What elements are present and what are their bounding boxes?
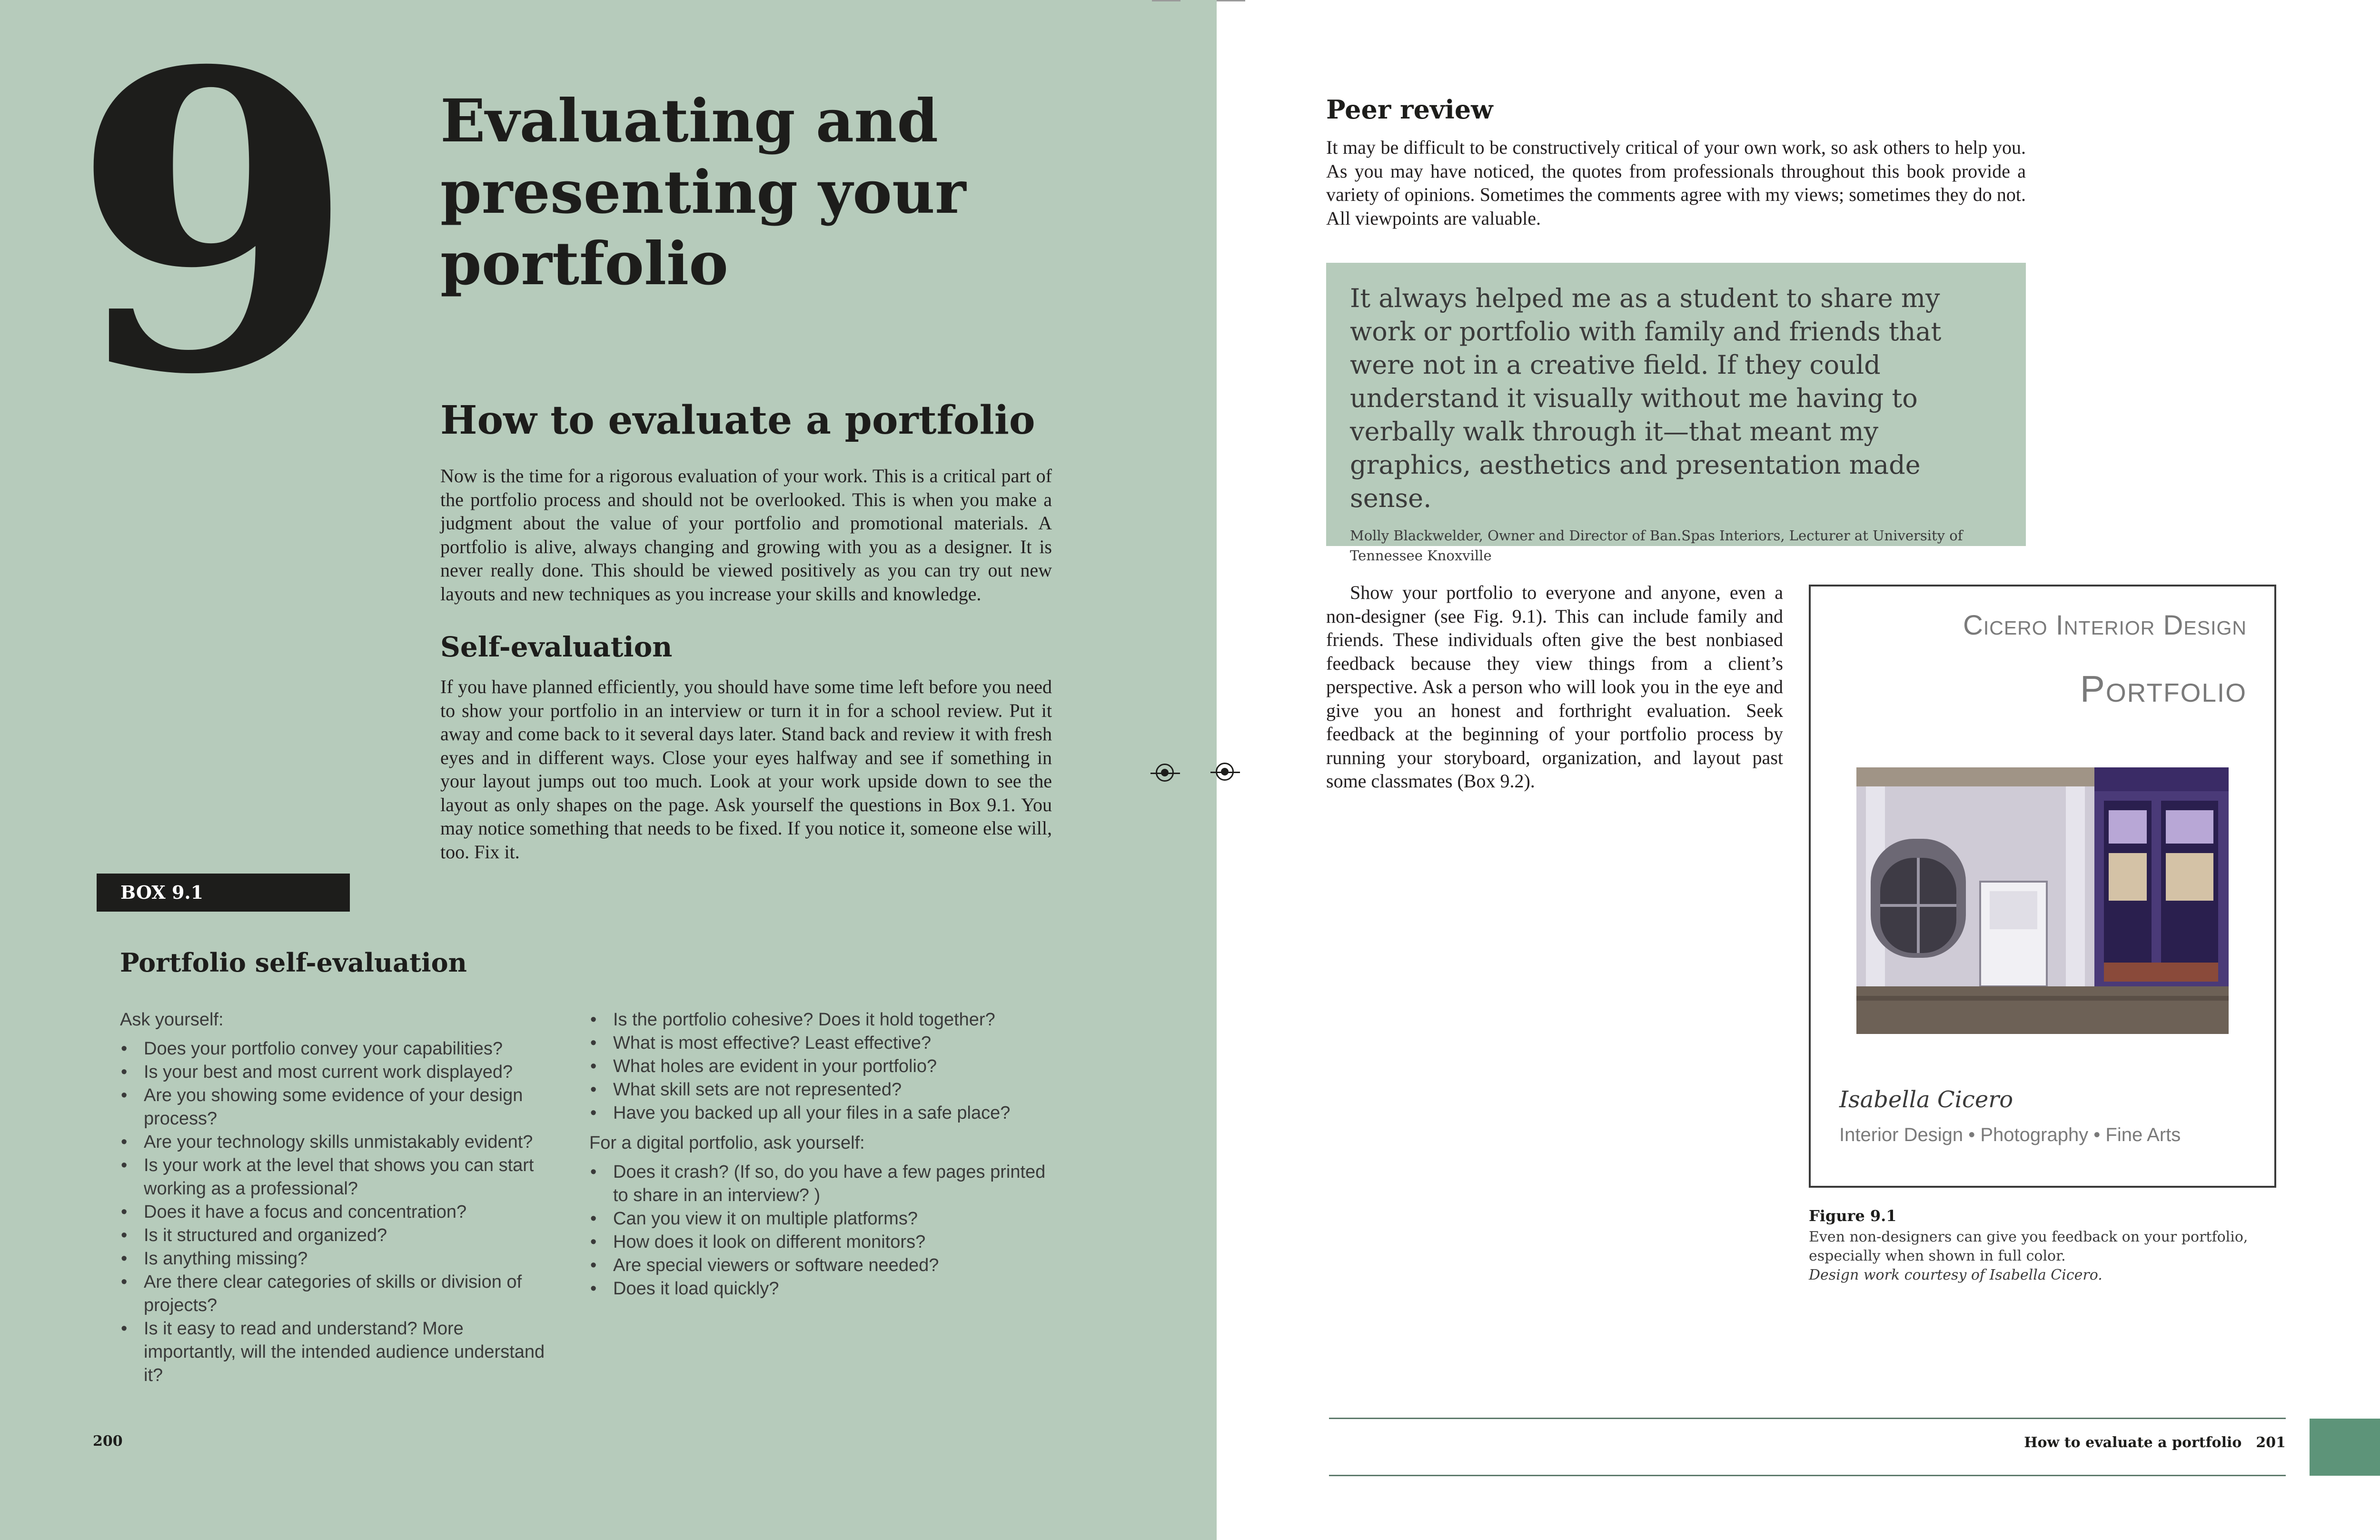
list-item: • What skill sets are not represented? xyxy=(589,1078,1046,1102)
figure-tagline: Interior Design • Photography • Fine Arts xyxy=(1839,1124,2181,1145)
list-item: • Is it structured and organized? xyxy=(120,1224,558,1247)
list-item: • Is the portfolio cohesive? Does it hold together? xyxy=(589,1008,1046,1032)
list-item: • Does it have a focus and concentration? xyxy=(120,1201,558,1224)
self-eval-paragraph: If you have planned efficiently, you should have some time left before you need to show your portfolio in an interview or turn it in for a school review. Put it away and come back to it several days later. Stand back and review it with fresh eyes and in different ways. Close your eyes halfway and see if something in your layout jumps out too much. Look at your work upside down to see the layout as only shapes on the page. Ask yourself the questions in Box 9.1. You may notice something that needs to be fixed. If you notice it, someone else will, too. Fix it. xyxy=(440,676,1052,863)
figure-caption xyxy=(1809,1207,2266,1285)
registration-mark xyxy=(1216,763,1234,781)
subsection-heading: Self-evaluation xyxy=(440,631,673,663)
footer-section-title: How to evaluate a portfolio xyxy=(2024,1434,2242,1451)
box-intro: Ask yourself: xyxy=(120,1010,224,1030)
figure-portfolio-title: Portfolio xyxy=(2080,668,2247,710)
list-item: • Does your portfolio convey your capabilities? xyxy=(120,1037,558,1061)
caption-credit: Design work courtesy of Isabella Cicero. xyxy=(1809,1267,2102,1283)
show-portfolio-paragraph: Show your portfolio to everyone and anyone, even a non-designer (see Fig. 9.1). This can include family and friends. These individuals often give the best nonbiased feedback because they view things from a client’s perspective. Ask a person who will look you in the eye and give you an honest and forthright evaluation. Seek feedback at the beginning of your portfolio process by running your storyboard, organization, and layout past some classmates (Box 9.2). xyxy=(1326,582,1783,792)
section-heading: How to evaluate a portfolio xyxy=(440,397,1035,443)
box-list-digital xyxy=(589,1161,1046,1301)
box-column-1 xyxy=(120,1008,558,1394)
box-label: BOX 9.1 xyxy=(97,874,350,912)
list-item: • Have you backed up all your files in a safe place? xyxy=(589,1102,1046,1125)
crop-mark xyxy=(1217,0,1245,1)
pull-quote xyxy=(1326,263,2026,564)
portfolio-cover-figure xyxy=(1809,585,2276,1188)
chapter-tab xyxy=(2310,1419,2380,1476)
list-item: • Does it load quickly? xyxy=(589,1277,1046,1301)
chapter-title: Evaluating and presenting your portfolio xyxy=(440,87,966,298)
intro-paragraph: Now is the time for a rigorous evaluation of your work. This is a critical part of the portfolio process and should not be overlooked. This is when you make a judgment about the value of your portfolio and promotional materials. A portfolio is alive, always changing and growing with you as a designer. It is never really done. This should be viewed positively as you can try out new layouts and new techniques as you increase your skills and knowledge. xyxy=(440,465,1052,605)
figure-artist-signature: Isabella Cicero xyxy=(1839,1086,2013,1113)
peer-review-paragraph: It may be difficult to be constructively critical of your own work, so ask others to help you. As you may have noticed, the quotes from professionals throughout this book provide a variety of opinions. Sometimes the comments agree with my views; sometimes they do not. All viewpoints are valuable. xyxy=(1326,137,2026,229)
list-item: • Is your work at the level that shows you can start working as a professional? xyxy=(120,1154,558,1201)
box-column-2 xyxy=(589,1008,1046,1307)
registration-mark xyxy=(1156,764,1174,782)
caption-body: Even non-designers can give you feedback on your portfolio, especially when shown in full color. xyxy=(1809,1229,2248,1264)
box-title: Portfolio self-evaluation xyxy=(120,947,467,978)
box-list-2 xyxy=(589,1008,1046,1125)
list-item: • How does it look on different monitors? xyxy=(589,1231,1046,1254)
figure-company-name: Cicero Interior Design xyxy=(1963,610,2247,641)
crop-mark xyxy=(1152,0,1180,1)
running-footer xyxy=(2010,1434,2286,1451)
list-item: • Are special viewers or software needed? xyxy=(589,1254,1046,1277)
quote-attribution: Molly Blackwelder, Owner and Director of Ban.Spas Interiors, Lecturer at University of Tennessee Knoxville xyxy=(1350,527,1963,564)
footer-rule-bottom xyxy=(1329,1475,2286,1476)
list-item: • Does it crash? (If so, do you have a few pages printed to share in an interview? ) xyxy=(589,1161,1046,1207)
box-list-1 xyxy=(120,1037,558,1387)
digital-intro: For a digital portfolio, ask yourself: xyxy=(589,1133,865,1153)
list-item: • Are you showing some evidence of your design process? xyxy=(120,1084,558,1131)
list-item: • Can you view it on multiple platforms? xyxy=(589,1207,1046,1231)
list-item: • Is anything missing? xyxy=(120,1247,558,1271)
footer-rule-top xyxy=(1329,1418,2286,1419)
page-number-left: 200 xyxy=(93,1433,123,1450)
quote-text: It always helped me as a student to share my work or portfolio with family and friends that were not in a creative field. If they could understand it visually without me having to verbally walk through it—that meant my graphics, aesthetics and presentation made sense. xyxy=(1350,283,1942,513)
page-number-right: 201 xyxy=(2256,1434,2286,1451)
peer-review-heading: Peer review xyxy=(1326,94,1493,125)
list-item: • What is most effective? Least effective? xyxy=(589,1032,1046,1055)
list-item: • Is your best and most current work displayed? xyxy=(120,1061,558,1084)
storefront-watercolor-illustration xyxy=(1856,767,2229,1034)
chapter-number: 9 xyxy=(71,0,347,464)
caption-title: Figure 9.1 xyxy=(1809,1207,1897,1225)
list-item: • Are there clear categories of skills or division of projects? xyxy=(120,1271,558,1317)
list-item: • What holes are evident in your portfolio? xyxy=(589,1055,1046,1078)
list-item: • Is it easy to read and understand? More importantly, will the intended audience understand it? xyxy=(120,1317,558,1387)
list-item: • Are your technology skills unmistakably evident? xyxy=(120,1131,558,1154)
